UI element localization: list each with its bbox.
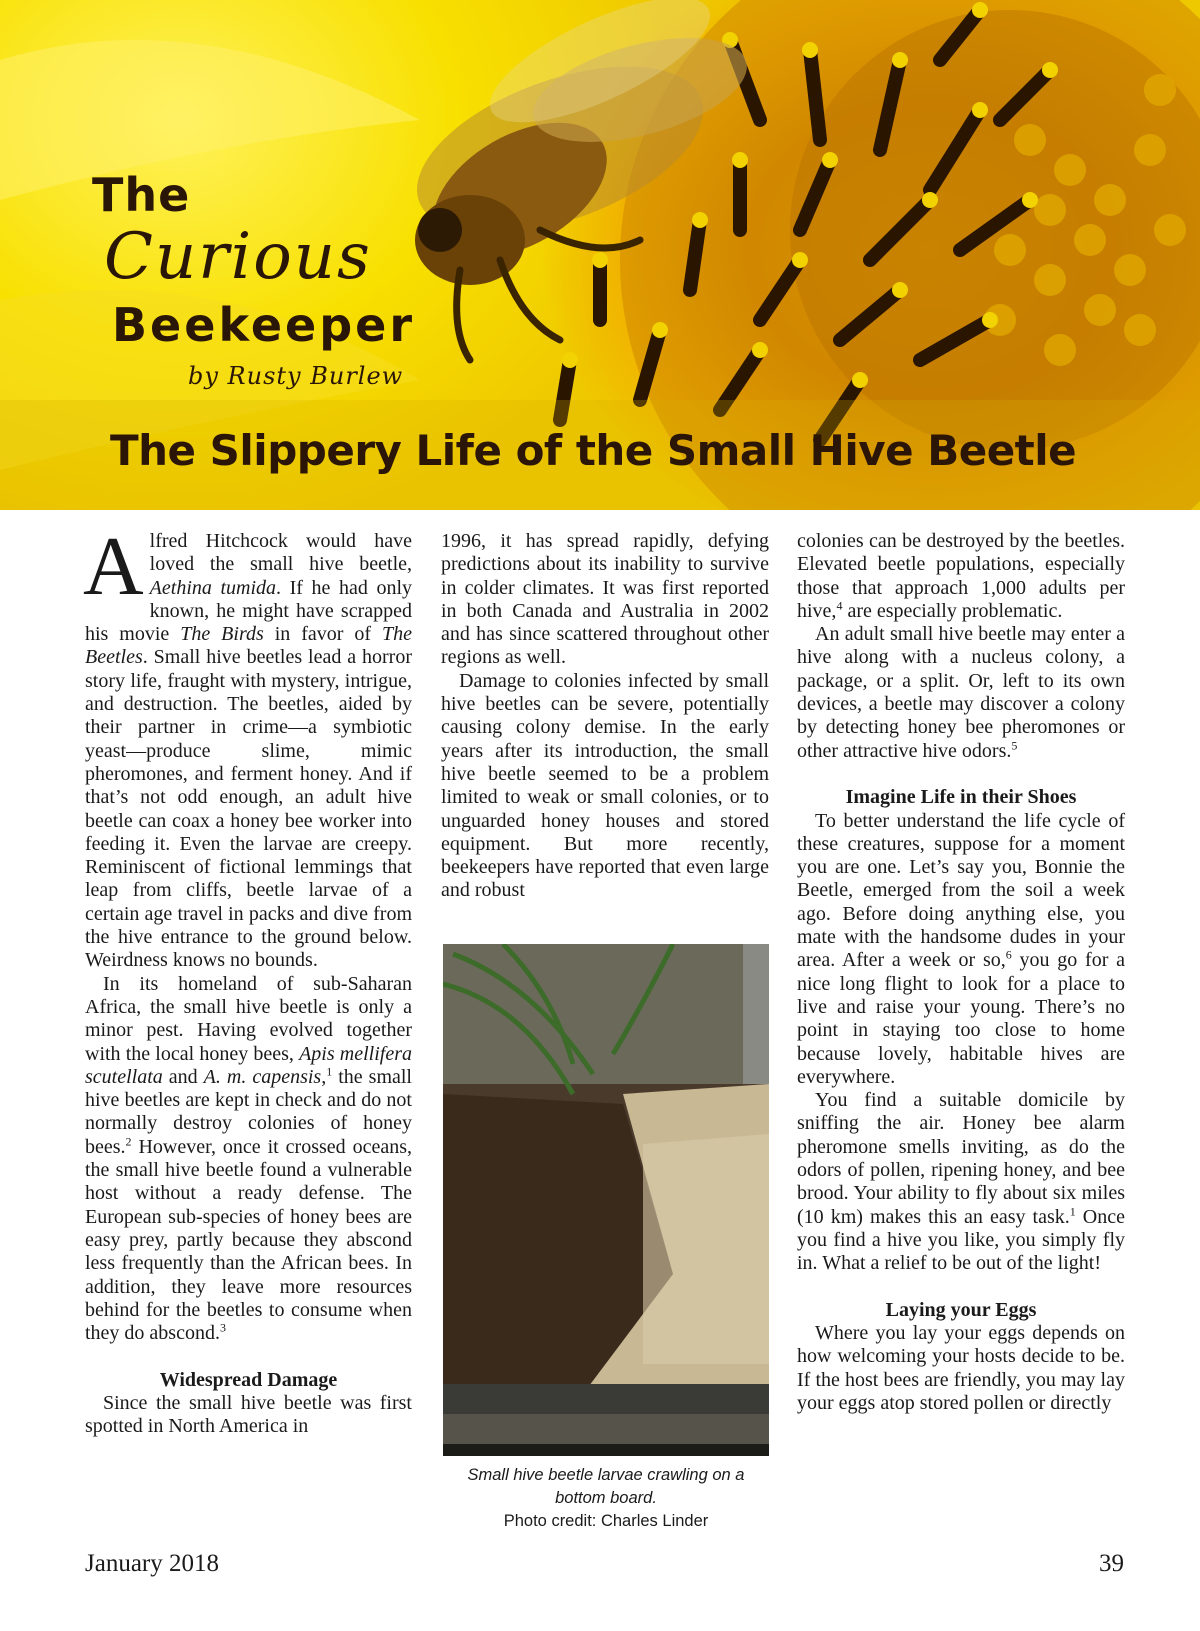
footnote-ref: 2 [125, 1134, 132, 1149]
spacer [85, 1345, 412, 1368]
text-span: lfred Hitchcock would have loved the small hive beetle, [149, 530, 412, 576]
footnote-ref: 3 [219, 1320, 226, 1335]
species-name: Aethina tumida [149, 576, 277, 599]
text-span: An adult small hive beetle may enter a hive along with a nucleus colony, a package, or a split. Or, left to its own devices, a beetle may discover a colony by detecting honey bee pheromones or other attractive hive odors. [797, 623, 1125, 762]
footnote-ref: 1 [1069, 1203, 1076, 1218]
spacer [797, 1276, 1125, 1299]
text-span: the small hive beetles are kept in check and do not normally destroy colonies of honey bees. [85, 1065, 412, 1158]
section-heading: Widespread Damage [159, 1368, 338, 1391]
column-1 [83, 520, 413, 1439]
paragraph-spread: 1996, it has spread rapidly, defying predictions about its inability to survive in colder climates. It was first reported in both Canada and Australia in 2002 and has since scattered throughout other regions as well. [441, 530, 769, 669]
series-title-curious: Curious [104, 220, 372, 294]
text-span: and [162, 1065, 204, 1088]
footnote-ref: 6 [1005, 947, 1012, 962]
text-span: , [321, 1065, 327, 1088]
text-span: . Small hive beetles lead a horror story life, fraught with mystery, intrigue, and destruction. The beetles, aided by their partner in crime—a symbiotic yeast—produce slime, mimic pheromones, and ferment honey. And if that’s not odd enough, an adult hive beetle can coax a honey bee worker into feeding it. Even the larvae are creepy. Reminiscent of fictional lemmings that leap from cliffs, beetle larvae of a certain age travel in packs and dive from the hive entrance to the ground below. Weirdness knows no bounds. [85, 646, 412, 972]
footnote-ref: 4 [836, 598, 843, 613]
larvae-photo-image [443, 944, 769, 1456]
text-span: you go for a nice long flight to look for a place to live and raise your young. There’s no point in staying too close to home because lovely, habitable hives are everywhere. [797, 949, 1125, 1088]
paragraph-domicile [797, 1089, 1125, 1275]
page-number: 39 [1099, 1550, 1124, 1577]
text-span: To better understand the life cycle of these creatures, suppose for a moment you are one. Let’s say you, Bonnie the Beetle, emerged from the soil a week ago. Before doing anything else, you mate with the handsome dudes in your area. After a week or so, [797, 809, 1125, 972]
issue-date: January 2018 [85, 1550, 219, 1577]
footnote-ref: 5 [1011, 738, 1018, 753]
text-span: . If he had only known, he might have scrapped his movie [85, 576, 412, 646]
photo-caption [441, 1464, 771, 1533]
film-title: The Birds [180, 623, 264, 646]
series-title-the: The [92, 168, 191, 222]
paragraph-lifecycle [797, 810, 1125, 1090]
paragraph-intro [83, 520, 412, 973]
byline: by Rusty Burlew [188, 362, 404, 390]
species-name: Apis mellifera scutellata [85, 1042, 413, 1088]
photo-credit: Photo credit: Charles Linder [503, 1512, 709, 1530]
drop-cap: A [83, 520, 144, 613]
larvae-photo [443, 944, 769, 1456]
text-span: You find a suitable domicile by sniffing the air. Honey bee alarm pheromone smells inviting, as do the odors of pollen, ripening honey, and bee brood. Your ability to fly about six miles (10 km) makes this an easy task. [797, 1089, 1125, 1228]
paragraph-eggs: Where you lay your eggs depends on how welcoming your hosts decide to be. If the host bees are friendly, you may lay your eggs atop stored pollen or directly [797, 1322, 1125, 1414]
series-title-beekeeper: Beekeeper [112, 298, 416, 352]
text-span: In its homeland of sub-Saharan Africa, the small hive beetle is only a minor pest. Having evolved together with the local honey bees, [85, 972, 412, 1065]
caption-text: Small hive beetle larvae crawling on a bottom board. [467, 1466, 745, 1507]
species-name: A. m. capensis [203, 1065, 322, 1088]
text-span: However, once it crossed oceans, the small hive beetle found a vulnerable host without a ready defense. The European sub-species of honey bees are easy prey, partly because they abscond less frequently than the African bees. In addition, they leave more resources behind for the beetles to consume when they do abscond. [85, 1135, 412, 1345]
text-span: colonies can be destroyed by the beetles. Elevated beetle populations, especially those that approach 1,000 adults per hive, [797, 530, 1125, 622]
text-span: Once you find a hive you like, you simply fly in. What a relief to be out of the light! [797, 1205, 1126, 1275]
column-3 [797, 530, 1125, 1415]
film-title: The Beetles [85, 623, 412, 669]
footnote-ref: 1 [326, 1064, 333, 1079]
section-heading: Laying your Eggs [885, 1298, 1037, 1321]
spacer [797, 763, 1125, 786]
paragraph-spotted: Since the small hive beetle was first spotted in North America in [85, 1391, 412, 1438]
paragraph-entry [797, 623, 1125, 763]
paragraph-homeland [85, 973, 412, 1346]
paragraph-populations [797, 530, 1125, 623]
header-image [0, 0, 1200, 510]
text-span: are especially problematic. [842, 599, 1063, 622]
text-span: in favor of [263, 623, 382, 646]
article-headline: The Slippery Life of the Small Hive Beetle [110, 426, 1077, 475]
column-2 [441, 530, 769, 903]
section-heading: Imagine Life in their Shoes [845, 786, 1077, 809]
paragraph-damage: Damage to colonies infected by small hive beetles can be severe, potentially causing colony demise. In the early years after its introduction, the small hive beetle seemed to be a problem limited to weak or small colonies, or to unguarded honey houses and stored equipment. But more recently, beekeepers have reported that even large and robust [441, 669, 769, 902]
